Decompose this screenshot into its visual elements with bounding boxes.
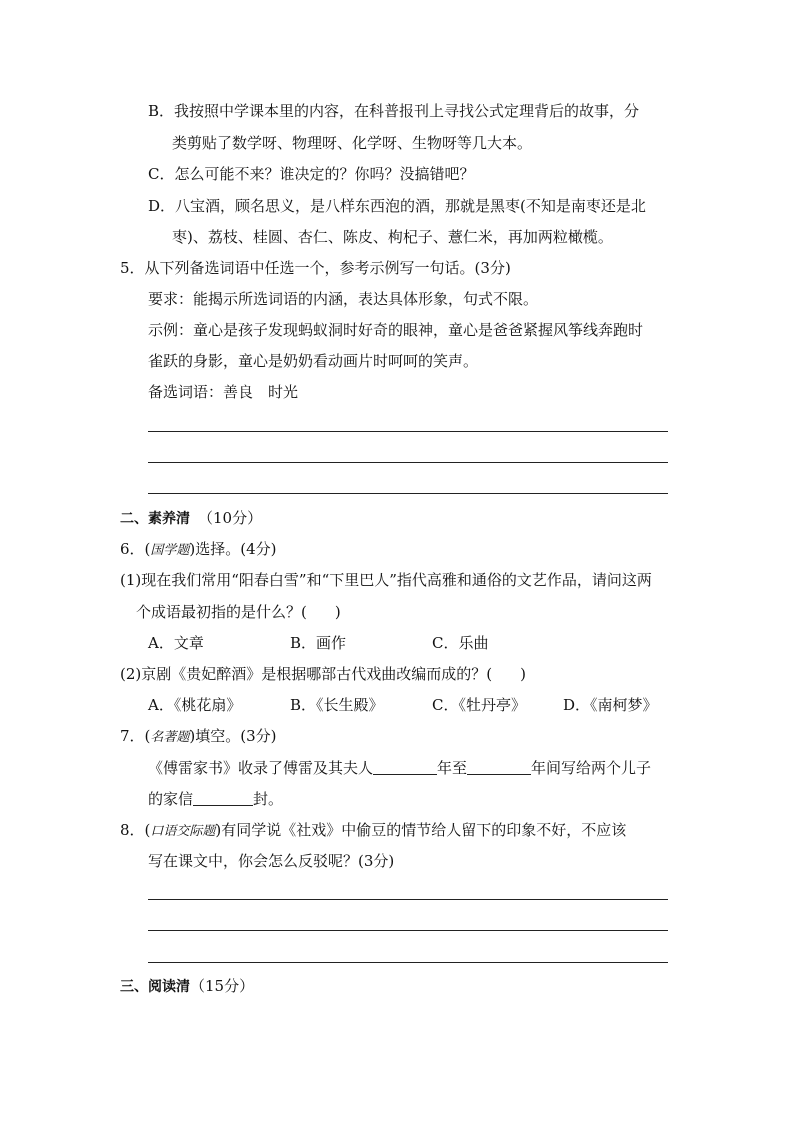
q6-sub2-options xyxy=(148,695,658,715)
q5-requirement: 要求：能揭示所选词语的内涵，表达具体形象，句式不限。 xyxy=(148,290,539,308)
q6-sub2-option-d[interactable]: D．《南柯梦》 xyxy=(563,696,658,714)
q5-choices: 备选词语：善良 时光 xyxy=(148,383,299,401)
q5-stem: 5．从下列备选词语中任选一个，参考示例写一句话。(3分) xyxy=(120,259,511,277)
q8-answer-line-2[interactable] xyxy=(148,930,668,931)
q7-text-b: 年至 xyxy=(437,759,468,777)
q6-sub1-option-b[interactable]: B．画作 xyxy=(290,634,347,652)
q6-sub1-line1: (1)现在我们常用“阳春白雪”和“下里巴人”指代高雅和通俗的文艺作品，请问这两 xyxy=(120,571,652,589)
q7-blank-start-year[interactable] xyxy=(373,758,437,775)
q7-tag: 名著题 xyxy=(150,730,190,745)
q6-stem-rest: )选择。(4分) xyxy=(189,540,277,558)
q6-sub2-option-b[interactable]: B．《长生殿》 xyxy=(290,696,384,714)
q6-number: 6．( xyxy=(120,540,151,558)
q6-sub2-stem xyxy=(120,664,526,684)
q8-stem-rest: )有同学说《社戏》中偷豆的情节给人留下的印象不好，不应该 xyxy=(215,821,627,839)
q5-answer-line-1[interactable] xyxy=(148,431,668,432)
q7-stem xyxy=(120,726,277,748)
q6-sub1-prompt: 个成语最初指的是什么？( xyxy=(136,603,307,621)
q8-stem xyxy=(120,820,626,842)
q8-line2: 写在课文中，你会怎么反驳呢？(3分) xyxy=(148,852,395,870)
q4-option-b-line1: B．我按照中学课本里的内容，在科普报刊上寻找公式定理背后的故事，分 xyxy=(148,102,640,120)
q8-number: 8．( xyxy=(120,821,151,839)
q6-stem xyxy=(120,539,277,561)
q5-answer-line-3[interactable] xyxy=(148,493,668,494)
q4-option-d-line2: 枣)、荔枝、桂圆、杏仁、陈皮、枸杞子、薏仁米，再加两粒橄榄。 xyxy=(172,228,613,246)
q7-line2 xyxy=(148,789,283,809)
q6-sub1-options xyxy=(148,633,488,653)
section-3-heading xyxy=(120,976,254,997)
q4-option-c: C．怎么可能不来？谁决定的？你吗？没搞错吧？ xyxy=(148,165,475,183)
section-3-score: （15分） xyxy=(190,977,255,995)
q6-sub1-option-c[interactable]: C．乐曲 xyxy=(432,634,489,652)
q7-blank-end-year[interactable] xyxy=(467,758,531,775)
q4-option-b-line2: 类剪贴了数学呀、物理呀、化学呀、生物呀等几大本。 xyxy=(172,134,533,152)
q7-text-d: 的家信 xyxy=(148,790,194,808)
q6-sub1-close-paren: ) xyxy=(334,603,341,621)
section-2-score: （10分） xyxy=(198,509,263,527)
section-3-title: 三、阅读清 xyxy=(120,979,190,995)
q7-text-e: 封。 xyxy=(253,790,284,808)
q7-blank-letter-count[interactable] xyxy=(193,789,253,806)
q6-sub2-prompt: (2)京剧《贵妃醉酒》是根据哪部古代戏曲改编而成的？( xyxy=(120,665,493,683)
q7-text-a: 《傅雷家书》收录了傅雷及其夫人 xyxy=(148,759,374,777)
q8-answer-line-1[interactable] xyxy=(148,899,668,900)
q5-example-line1: 示例：童心是孩子发现蚂蚁洞时好奇的眼神，童心是爸爸紧握风筝线奔跑时 xyxy=(148,321,644,339)
q6-sub2-option-c[interactable]: C．《牡丹亭》 xyxy=(432,696,526,714)
section-2-title: 二、素养清 xyxy=(120,511,190,527)
q8-answer-line-3[interactable] xyxy=(148,962,668,963)
q7-line1 xyxy=(148,758,651,778)
q6-sub1-line2 xyxy=(136,602,341,622)
q5-answer-line-2[interactable] xyxy=(148,462,668,463)
section-2-heading xyxy=(120,508,262,529)
q6-tag: 国学题 xyxy=(150,543,190,558)
q8-tag: 口语交际题 xyxy=(150,824,216,839)
q7-number: 7．( xyxy=(120,727,151,745)
q6-sub2-close-paren: ) xyxy=(520,665,526,683)
q7-stem-rest: )填空。(3分) xyxy=(189,727,277,745)
q4-option-d-line1: D．八宝酒，顾名思义，是八样东西泡的酒，那就是黑枣(不知是南枣还是北 xyxy=(148,197,646,215)
q5-example-line2: 雀跃的身影，童心是奶奶看动画片时呵呵的笑声。 xyxy=(148,352,479,370)
q7-text-c: 年间写给两个儿子 xyxy=(531,759,652,777)
q6-sub2-option-a[interactable]: A．《桃花扇》 xyxy=(148,696,242,714)
q6-sub1-option-a[interactable]: A．文章 xyxy=(148,634,204,652)
